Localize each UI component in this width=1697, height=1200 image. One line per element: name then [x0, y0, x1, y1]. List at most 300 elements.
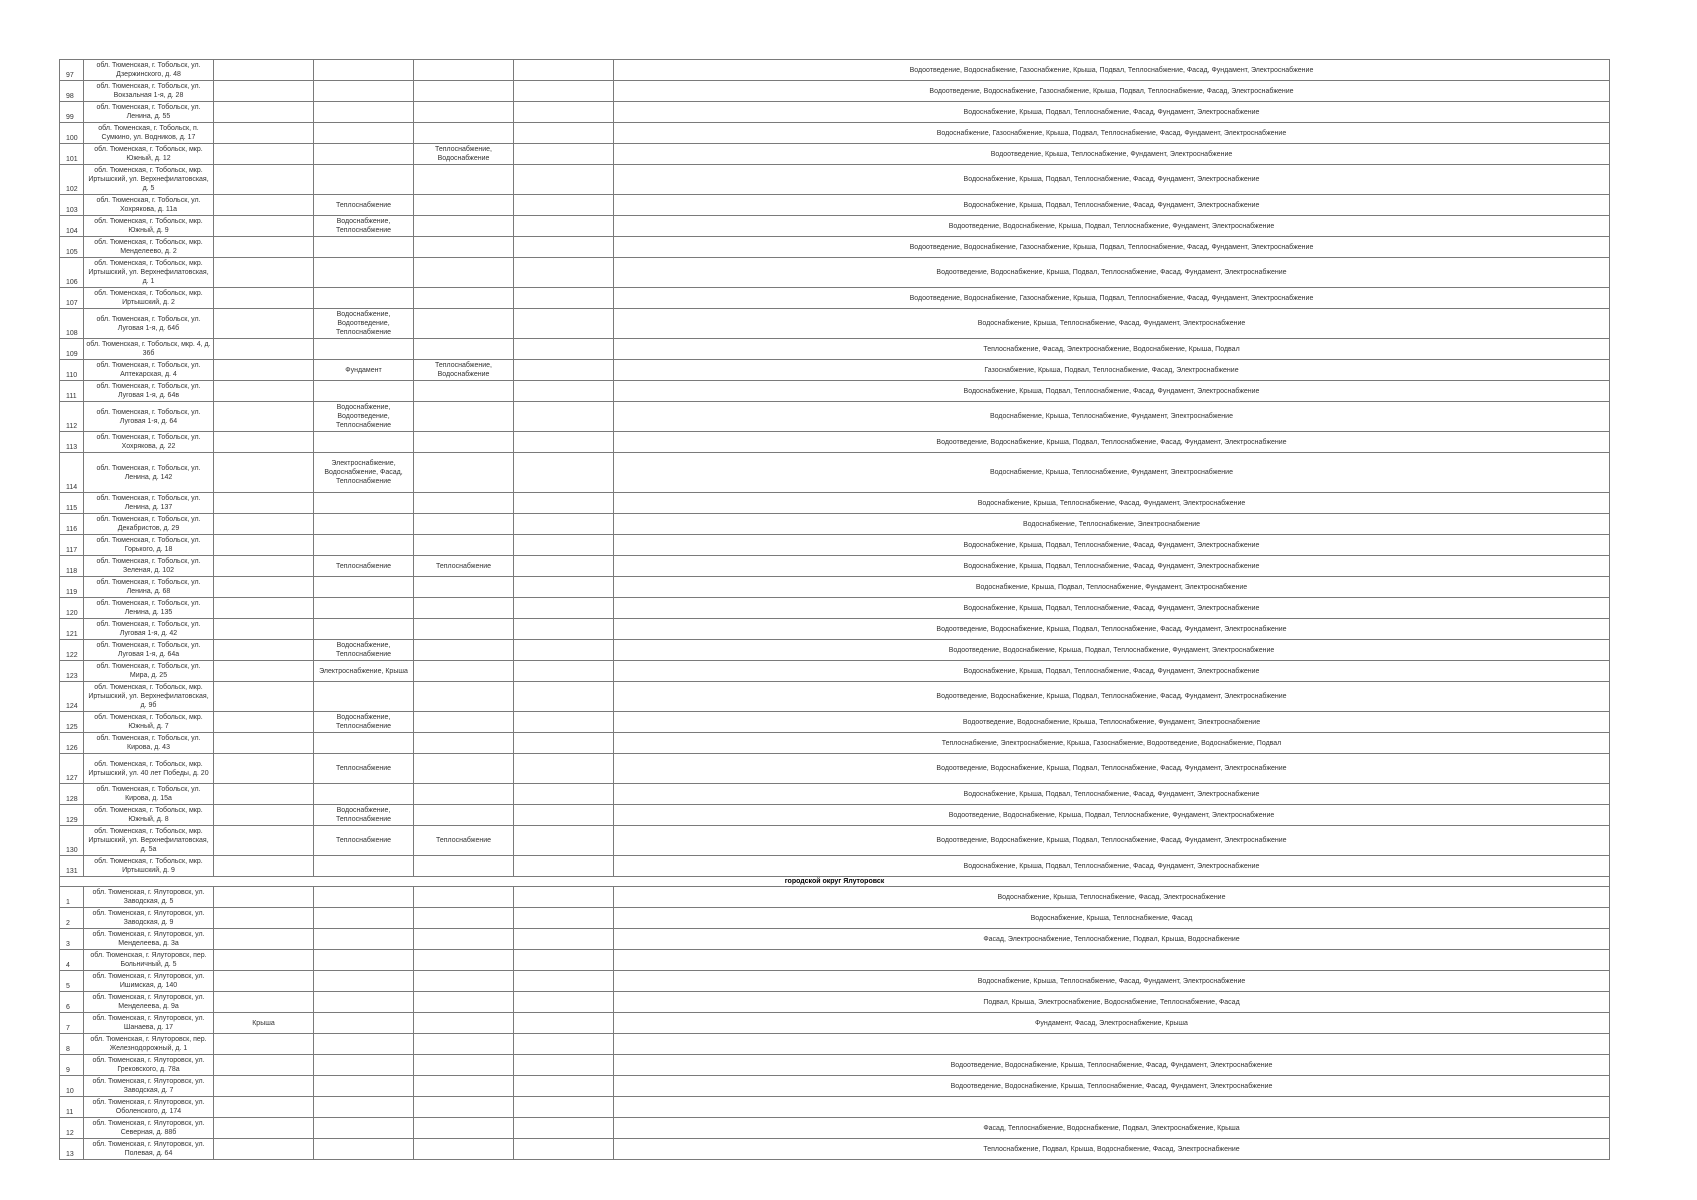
row-number: 1	[60, 887, 84, 908]
works-cell: Водоотведение, Крыша, Теплоснабжение, Фундамент, Электроснабжение	[614, 144, 1610, 165]
col4-cell: Водоснабжение, Теплоснабжение	[314, 712, 414, 733]
address-cell: обл. Тюменская, г. Тобольск, мкр. 4, д. 36б	[84, 339, 214, 360]
works-cell	[614, 950, 1610, 971]
address-cell: обл. Тюменская, г. Тобольск, мкр. Южный, д. 7	[84, 712, 214, 733]
col4-cell	[314, 1118, 414, 1139]
row-number: 6	[60, 992, 84, 1013]
row-number: 97	[60, 60, 84, 81]
col4-cell	[314, 856, 414, 877]
col4-cell	[314, 619, 414, 640]
works-cell: Теплоснабжение, Подвал, Крыша, Водоснабжение, Фасад, Электроснабжение	[614, 1139, 1610, 1160]
col6-cell	[514, 556, 614, 577]
col3-cell	[214, 144, 314, 165]
col3-cell	[214, 453, 314, 493]
col5-cell	[414, 123, 514, 144]
col4-cell	[314, 929, 414, 950]
col4-cell: Теплоснабжение	[314, 556, 414, 577]
col6-cell	[514, 661, 614, 682]
col3-cell	[214, 682, 314, 712]
col5-cell	[414, 619, 514, 640]
col3-cell	[214, 619, 314, 640]
col5-cell	[414, 712, 514, 733]
col5-cell	[414, 856, 514, 877]
works-cell: Водоснабжение, Крыша, Подвал, Теплоснабжение, Фасад, Фундамент, Электроснабжение	[614, 102, 1610, 123]
works-cell: Водоснабжение, Крыша, Теплоснабжение, Фасад, Фундамент, Электроснабжение	[614, 971, 1610, 992]
col6-cell	[514, 992, 614, 1013]
row-number: 113	[60, 432, 84, 453]
col5-cell	[414, 908, 514, 929]
col3-cell: Крыша	[214, 1013, 314, 1034]
col5-cell	[414, 432, 514, 453]
table-row	[60, 1118, 1610, 1139]
address-cell: обл. Тюменская, г. Тобольск, мкр. Иртышский, ул. Верхнефилатовская, д. 5а	[84, 826, 214, 856]
row-number: 120	[60, 598, 84, 619]
works-cell: Водоснабжение, Теплоснабжение, Электроснабжение	[614, 514, 1610, 535]
table-row	[60, 826, 1610, 856]
col4-cell: Фундамент	[314, 360, 414, 381]
works-cell: Водоотведение, Водоснабжение, Крыша, Теплоснабжение, Фасад, Фундамент, Электроснабжение	[614, 1076, 1610, 1097]
address-cell: обл. Тюменская, г. Тобольск, ул. Декабристов, д. 29	[84, 514, 214, 535]
col6-cell	[514, 598, 614, 619]
col5-cell	[414, 971, 514, 992]
address-cell: обл. Тюменская, г. Тобольск, ул. Луговая 1-я, д. 64б	[84, 309, 214, 339]
col4-cell	[314, 288, 414, 309]
row-number: 119	[60, 577, 84, 598]
address-cell: обл. Тюменская, г. Тобольск, мкр. Иртышский, ул. Верхнефилатовская, д. 9б	[84, 682, 214, 712]
col5-cell: Теплоснабжение	[414, 556, 514, 577]
address-cell: обл. Тюменская, г. Ялуторовск, ул. Грековского, д. 78а	[84, 1055, 214, 1076]
works-cell	[614, 1034, 1610, 1055]
col6-cell	[514, 887, 614, 908]
works-table	[59, 59, 1610, 1160]
row-number: 5	[60, 971, 84, 992]
col4-cell	[314, 784, 414, 805]
row-number: 126	[60, 733, 84, 754]
col4-cell	[314, 102, 414, 123]
col3-cell	[214, 1034, 314, 1055]
works-cell: Водоснабжение, Крыша, Теплоснабжение, Фундамент, Электроснабжение	[614, 453, 1610, 493]
address-cell: обл. Тюменская, г. Ялуторовск, ул. Оболенского, д. 174	[84, 1097, 214, 1118]
works-cell: Водоотведение, Водоснабжение, Газоснабжение, Крыша, Подвал, Теплоснабжение, Фасад, Фундамент, Электроснабжение	[614, 237, 1610, 258]
address-cell: обл. Тюменская, г. Тобольск, п. Сумкино, ул. Водников, д. 17	[84, 123, 214, 144]
table-row	[60, 929, 1610, 950]
col6-cell	[514, 640, 614, 661]
col5-cell	[414, 682, 514, 712]
col6-cell	[514, 453, 614, 493]
row-number: 107	[60, 288, 84, 309]
works-cell: Водоотведение, Водоснабжение, Крыша, Подвал, Теплоснабжение, Фасад, Фундамент, Электроснабжение	[614, 432, 1610, 453]
col5-cell	[414, 887, 514, 908]
works-cell: Водоснабжение, Крыша, Подвал, Теплоснабжение, Фасад, Фундамент, Электроснабжение	[614, 556, 1610, 577]
works-cell: Водоснабжение, Крыша, Теплоснабжение, Фасад, Фундамент, Электроснабжение	[614, 493, 1610, 514]
table-row	[60, 556, 1610, 577]
address-cell: обл. Тюменская, г. Ялуторовск, пер. Больничный, д. 5	[84, 950, 214, 971]
col5-cell	[414, 1076, 514, 1097]
col3-cell	[214, 288, 314, 309]
table-row	[60, 577, 1610, 598]
address-cell: обл. Тюменская, г. Тобольск, мкр. Иртышский, д. 9	[84, 856, 214, 877]
col3-cell	[214, 165, 314, 195]
row-number: 130	[60, 826, 84, 856]
works-cell: Водоотведение, Водоснабжение, Газоснабжение, Крыша, Подвал, Теплоснабжение, Фасад, Электроснабжение	[614, 81, 1610, 102]
table-row	[60, 381, 1610, 402]
address-cell: обл. Тюменская, г. Тобольск, ул. Мира, д. 25	[84, 661, 214, 682]
row-number: 102	[60, 165, 84, 195]
col6-cell	[514, 577, 614, 598]
col6-cell	[514, 908, 614, 929]
row-number: 110	[60, 360, 84, 381]
col5-cell	[414, 339, 514, 360]
col5-cell	[414, 805, 514, 826]
col6-cell	[514, 826, 614, 856]
row-number: 13	[60, 1139, 84, 1160]
col6-cell	[514, 237, 614, 258]
col4-cell	[314, 144, 414, 165]
col3-cell	[214, 856, 314, 877]
col6-cell	[514, 360, 614, 381]
col3-cell	[214, 81, 314, 102]
table-row	[60, 682, 1610, 712]
col6-cell	[514, 102, 614, 123]
row-number: 128	[60, 784, 84, 805]
works-cell: Водоснабжение, Крыша, Теплоснабжение, Фасад, Фундамент, Электроснабжение	[614, 309, 1610, 339]
works-cell: Водоснабжение, Крыша, Подвал, Теплоснабжение, Фасад, Фундамент, Электроснабжение	[614, 381, 1610, 402]
col3-cell	[214, 556, 314, 577]
col6-cell	[514, 402, 614, 432]
col4-cell	[314, 887, 414, 908]
table-row	[60, 1013, 1610, 1034]
address-cell: обл. Тюменская, г. Ялуторовск, пер. Железнодорожный, д. 1	[84, 1034, 214, 1055]
col6-cell	[514, 733, 614, 754]
row-number: 114	[60, 453, 84, 493]
col6-cell	[514, 60, 614, 81]
col4-cell	[314, 1055, 414, 1076]
col6-cell	[514, 1139, 614, 1160]
works-cell: Водоотведение, Водоснабжение, Крыша, Подвал, Теплоснабжение, Фундамент, Электроснабжение	[614, 805, 1610, 826]
col3-cell	[214, 339, 314, 360]
row-number: 2	[60, 908, 84, 929]
col5-cell	[414, 258, 514, 288]
col5-cell	[414, 1013, 514, 1034]
row-number: 116	[60, 514, 84, 535]
col4-cell: Водоснабжение, Водоотведение, Теплоснабжение	[314, 309, 414, 339]
col3-cell	[214, 598, 314, 619]
works-cell: Водоотведение, Водоснабжение, Крыша, Теплоснабжение, Фасад, Фундамент, Электроснабжение	[614, 1055, 1610, 1076]
col5-cell	[414, 60, 514, 81]
table-row	[60, 453, 1610, 493]
table-row	[60, 754, 1610, 784]
col4-cell	[314, 598, 414, 619]
col6-cell	[514, 432, 614, 453]
col6-cell	[514, 535, 614, 556]
table-row	[60, 432, 1610, 453]
table-row	[60, 784, 1610, 805]
table-row	[60, 339, 1610, 360]
col3-cell	[214, 733, 314, 754]
col3-cell	[214, 402, 314, 432]
table-row	[60, 237, 1610, 258]
address-cell: обл. Тюменская, г. Тобольск, ул. Дзержинского, д. 48	[84, 60, 214, 81]
row-number: 12	[60, 1118, 84, 1139]
col5-cell	[414, 754, 514, 784]
table-row	[60, 598, 1610, 619]
col3-cell	[214, 950, 314, 971]
row-number: 122	[60, 640, 84, 661]
address-cell: обл. Тюменская, г. Ялуторовск, ул. Менделеева, д. 3а	[84, 929, 214, 950]
col4-cell	[314, 165, 414, 195]
col6-cell	[514, 754, 614, 784]
address-cell: обл. Тюменская, г. Тобольск, ул. Ленина, д. 137	[84, 493, 214, 514]
works-cell: Газоснабжение, Крыша, Подвал, Теплоснабжение, Фасад, Электроснабжение	[614, 360, 1610, 381]
col3-cell	[214, 381, 314, 402]
table-row	[60, 402, 1610, 432]
works-cell: Водоснабжение, Крыша, Теплоснабжение, Фасад, Электроснабжение	[614, 887, 1610, 908]
row-number: 131	[60, 856, 84, 877]
col3-cell	[214, 992, 314, 1013]
col6-cell	[514, 381, 614, 402]
address-cell: обл. Тюменская, г. Тобольск, ул. Зеленая, д. 102	[84, 556, 214, 577]
address-cell: обл. Тюменская, г. Ялуторовск, ул. Северная, д. 88б	[84, 1118, 214, 1139]
row-number: 100	[60, 123, 84, 144]
col4-cell: Водоснабжение, Теплоснабжение	[314, 805, 414, 826]
row-number: 124	[60, 682, 84, 712]
col4-cell: Теплоснабжение	[314, 754, 414, 784]
col5-cell	[414, 165, 514, 195]
works-cell: Водоснабжение, Крыша, Подвал, Теплоснабжение, Фасад, Фундамент, Электроснабжение	[614, 195, 1610, 216]
table-row	[60, 288, 1610, 309]
col5-cell	[414, 733, 514, 754]
col6-cell	[514, 805, 614, 826]
col3-cell	[214, 805, 314, 826]
col6-cell	[514, 619, 614, 640]
table-row	[60, 908, 1610, 929]
row-number: 11	[60, 1097, 84, 1118]
table-row	[60, 971, 1610, 992]
works-cell	[614, 1097, 1610, 1118]
works-cell: Водоотведение, Водоснабжение, Крыша, Подвал, Теплоснабжение, Фундамент, Электроснабжение	[614, 640, 1610, 661]
col6-cell	[514, 856, 614, 877]
address-cell: обл. Тюменская, г. Тобольск, ул. Ленина, д. 68	[84, 577, 214, 598]
table-row	[60, 887, 1610, 908]
address-cell: обл. Тюменская, г. Тобольск, мкр. Иртышский, ул. 40 лет Победы, д. 20	[84, 754, 214, 784]
col5-cell: Теплоснабжение, Водоснабжение	[414, 360, 514, 381]
col5-cell	[414, 992, 514, 1013]
row-number: 103	[60, 195, 84, 216]
address-cell: обл. Тюменская, г. Тобольск, ул. Кирова, д. 15а	[84, 784, 214, 805]
col4-cell: Электроснабжение, Крыша	[314, 661, 414, 682]
address-cell: обл. Тюменская, г. Ялуторовск, ул. Ишимская, д. 140	[84, 971, 214, 992]
works-cell: Водоснабжение, Крыша, Подвал, Теплоснабжение, Фасад, Фундамент, Электроснабжение	[614, 856, 1610, 877]
table-row	[60, 950, 1610, 971]
row-number: 4	[60, 950, 84, 971]
table-row	[60, 493, 1610, 514]
col5-cell	[414, 514, 514, 535]
works-cell: Водоснабжение, Крыша, Теплоснабжение, Фундамент, Электроснабжение	[614, 402, 1610, 432]
works-cell: Водоснабжение, Газоснабжение, Крыша, Подвал, Теплоснабжение, Фасад, Фундамент, Электроснабжение	[614, 123, 1610, 144]
row-number: 106	[60, 258, 84, 288]
address-cell: обл. Тюменская, г. Ялуторовск, ул. Заводская, д. 5	[84, 887, 214, 908]
col6-cell	[514, 1055, 614, 1076]
col6-cell	[514, 339, 614, 360]
col4-cell	[314, 908, 414, 929]
address-cell: обл. Тюменская, г. Тобольск, ул. Хохрякова, д. 22	[84, 432, 214, 453]
table-row	[60, 165, 1610, 195]
address-cell: обл. Тюменская, г. Ялуторовск, ул. Заводская, д. 7	[84, 1076, 214, 1097]
col4-cell	[314, 577, 414, 598]
col4-cell	[314, 1034, 414, 1055]
col5-cell	[414, 1055, 514, 1076]
table-row	[60, 144, 1610, 165]
col4-cell: Водоснабжение, Теплоснабжение	[314, 216, 414, 237]
works-cell: Водоотведение, Водоснабжение, Крыша, Подвал, Теплоснабжение, Фасад, Фундамент, Электроснабжение	[614, 826, 1610, 856]
row-number: 123	[60, 661, 84, 682]
col3-cell	[214, 60, 314, 81]
table-row	[60, 1076, 1610, 1097]
col3-cell	[214, 661, 314, 682]
row-number: 3	[60, 929, 84, 950]
section-header-row	[60, 877, 1610, 887]
col5-cell	[414, 577, 514, 598]
col3-cell	[214, 577, 314, 598]
row-number: 104	[60, 216, 84, 237]
table-row	[60, 619, 1610, 640]
col3-cell	[214, 826, 314, 856]
col4-cell: Теплоснабжение	[314, 195, 414, 216]
col4-cell	[314, 339, 414, 360]
address-cell: обл. Тюменская, г. Ялуторовск, ул. Менделеева, д. 9а	[84, 992, 214, 1013]
col5-cell	[414, 237, 514, 258]
col3-cell	[214, 195, 314, 216]
address-cell: обл. Тюменская, г. Тобольск, ул. Луговая 1-я, д. 64в	[84, 381, 214, 402]
col3-cell	[214, 535, 314, 556]
address-cell: обл. Тюменская, г. Тобольск, мкр. Южный, д. 8	[84, 805, 214, 826]
col3-cell	[214, 929, 314, 950]
col4-cell	[314, 1097, 414, 1118]
col4-cell	[314, 535, 414, 556]
col6-cell	[514, 1013, 614, 1034]
col3-cell	[214, 258, 314, 288]
col5-cell	[414, 661, 514, 682]
row-number: 112	[60, 402, 84, 432]
col4-cell	[314, 514, 414, 535]
col5-cell	[414, 81, 514, 102]
col3-cell	[214, 784, 314, 805]
table-row	[60, 195, 1610, 216]
address-cell: обл. Тюменская, г. Ялуторовск, ул. Полевая, д. 64	[84, 1139, 214, 1160]
col6-cell	[514, 493, 614, 514]
works-cell: Водоотведение, Водоснабжение, Газоснабжение, Крыша, Подвал, Теплоснабжение, Фасад, Фундамент, Электроснабжение	[614, 288, 1610, 309]
col3-cell	[214, 493, 314, 514]
col3-cell	[214, 123, 314, 144]
works-cell: Водоотведение, Водоснабжение, Крыша, Подвал, Теплоснабжение, Фасад, Фундамент, Электроснабжение	[614, 754, 1610, 784]
address-cell: обл. Тюменская, г. Тобольск, ул. Аптекарская, д. 4	[84, 360, 214, 381]
address-cell: обл. Тюменская, г. Тобольск, ул. Луговая 1-я, д. 64	[84, 402, 214, 432]
table-row	[60, 258, 1610, 288]
col6-cell	[514, 195, 614, 216]
address-cell: обл. Тюменская, г. Тобольск, мкр. Иртышский, ул. Верхнефилатовская, д. 1	[84, 258, 214, 288]
col6-cell	[514, 1076, 614, 1097]
works-cell: Водоотведение, Водоснабжение, Крыша, Подвал, Теплоснабжение, Фасад, Фундамент, Электроснабжение	[614, 682, 1610, 712]
col5-cell	[414, 288, 514, 309]
row-number: 99	[60, 102, 84, 123]
works-cell: Водоотведение, Водоснабжение, Крыша, Теплоснабжение, Фундамент, Электроснабжение	[614, 712, 1610, 733]
row-number: 109	[60, 339, 84, 360]
section-title: городской округ Ялуторовск	[60, 877, 1610, 887]
col3-cell	[214, 640, 314, 661]
col5-cell	[414, 598, 514, 619]
col6-cell	[514, 712, 614, 733]
address-cell: обл. Тюменская, г. Тобольск, ул. Хохрякова, д. 11а	[84, 195, 214, 216]
table-row	[60, 535, 1610, 556]
col5-cell	[414, 535, 514, 556]
table-row	[60, 992, 1610, 1013]
table-row	[60, 309, 1610, 339]
col5-cell	[414, 493, 514, 514]
row-number: 8	[60, 1034, 84, 1055]
col4-cell	[314, 1139, 414, 1160]
row-number: 115	[60, 493, 84, 514]
col6-cell	[514, 929, 614, 950]
col4-cell	[314, 493, 414, 514]
address-cell: обл. Тюменская, г. Ялуторовск, ул. Шанаева, д. 17	[84, 1013, 214, 1034]
col4-cell	[314, 971, 414, 992]
col6-cell	[514, 682, 614, 712]
table-row	[60, 640, 1610, 661]
col4-cell: Теплоснабжение	[314, 826, 414, 856]
col5-cell	[414, 929, 514, 950]
works-cell: Водоснабжение, Крыша, Подвал, Теплоснабжение, Фасад, Фундамент, Электроснабжение	[614, 535, 1610, 556]
col3-cell	[214, 1076, 314, 1097]
col3-cell	[214, 908, 314, 929]
col6-cell	[514, 123, 614, 144]
col3-cell	[214, 712, 314, 733]
works-cell: Водоснабжение, Крыша, Подвал, Теплоснабжение, Фасад, Фундамент, Электроснабжение	[614, 165, 1610, 195]
col6-cell	[514, 216, 614, 237]
col4-cell: Водоснабжение, Теплоснабжение	[314, 640, 414, 661]
address-cell: обл. Тюменская, г. Тобольск, ул. Вокзальная 1-я, д. 28	[84, 81, 214, 102]
col4-cell	[314, 237, 414, 258]
address-cell: обл. Тюменская, г. Тобольск, ул. Ленина, д. 55	[84, 102, 214, 123]
col3-cell	[214, 102, 314, 123]
address-cell: обл. Тюменская, г. Тобольск, мкр. Иртышский, д. 2	[84, 288, 214, 309]
works-cell: Подвал, Крыша, Электроснабжение, Водоснабжение, Теплоснабжение, Фасад	[614, 992, 1610, 1013]
works-cell: Теплоснабжение, Фасад, Электроснабжение, Водоснабжение, Крыша, Подвал	[614, 339, 1610, 360]
row-number: 127	[60, 754, 84, 784]
col5-cell	[414, 402, 514, 432]
col6-cell	[514, 1097, 614, 1118]
works-cell: Водоснабжение, Крыша, Подвал, Теплоснабжение, Фасад, Фундамент, Электроснабжение	[614, 598, 1610, 619]
works-cell: Водоотведение, Водоснабжение, Газоснабжение, Крыша, Подвал, Теплоснабжение, Фасад, Фундамент, Электроснабжение	[614, 60, 1610, 81]
row-number: 108	[60, 309, 84, 339]
col6-cell	[514, 288, 614, 309]
col6-cell	[514, 81, 614, 102]
col6-cell	[514, 514, 614, 535]
col3-cell	[214, 309, 314, 339]
works-cell: Водоотведение, Водоснабжение, Крыша, Подвал, Теплоснабжение, Фасад, Фундамент, Электроснабжение	[614, 619, 1610, 640]
col3-cell	[214, 1097, 314, 1118]
address-cell: обл. Тюменская, г. Тобольск, мкр. Иртышский, ул. Верхнефилатовская, д. 5	[84, 165, 214, 195]
address-cell: обл. Тюменская, г. Тобольск, мкр. Менделеево, д. 2	[84, 237, 214, 258]
col4-cell	[314, 950, 414, 971]
table-row	[60, 1139, 1610, 1160]
col5-cell	[414, 381, 514, 402]
table-row	[60, 661, 1610, 682]
table-body	[60, 60, 1610, 1160]
col4-cell: Водоснабжение, Водоотведение, Теплоснабжение	[314, 402, 414, 432]
col4-cell	[314, 1076, 414, 1097]
address-cell: обл. Тюменская, г. Тобольск, ул. Ленина, д. 135	[84, 598, 214, 619]
col6-cell	[514, 784, 614, 805]
